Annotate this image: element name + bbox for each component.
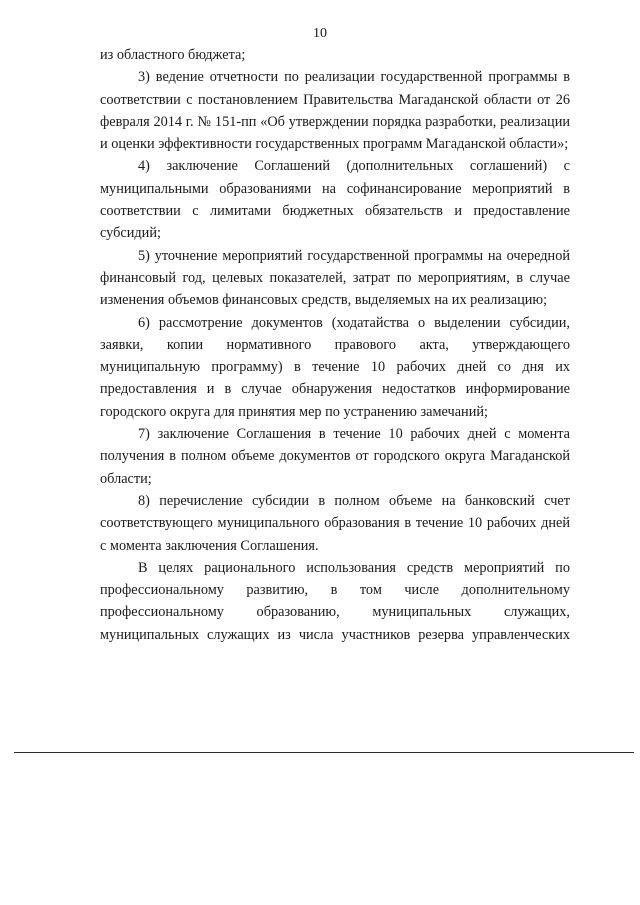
paragraph-rational-use: В целях рационального использования средств мероприятий по профессиональному развитию, в том числе дополнительному профессиональному образованию, муниципальных служащих, муниципальных служащих из числа участников резерва управленческих: [100, 559, 570, 643]
paragraph-item-8: 8) перечисление субсидии в полном объеме на банковский счет соответствующего муниципального образования в течение 10 рабочих дней с момента заключения Соглашения.: [100, 492, 570, 554]
document-body: [100, 44, 570, 646]
page-number: 10: [313, 26, 327, 41]
paragraph-item-5: 5) уточнение мероприятий государственной программы на очередной финансовый год, целевых показателей, затрат по мероприятиям, в случае изменения объемов финансовых средств, выделяемых на их реализацию;: [100, 247, 570, 309]
paragraph-continuation: из областного бюджета;: [100, 47, 246, 63]
paragraph-item-7: 7) заключение Соглашения в течение 10 рабочих дней с момента получения в полном объеме документов от городского округа Магаданской области;: [100, 426, 570, 487]
paragraph-item-6: 6) рассмотрение документов (ходатайства о выделении субсидии, заявки, копии нормативного правового акта, утверждающего муниципальную программу) в течение 10 рабочих дней со дня их предоставления и в случае обнаружения недостатков информирование городского округа для принятия мер по устранению замечаний;: [100, 314, 570, 420]
paragraph-item-3: 3) ведение отчетности по реализации государственной программы в соответствии с постановлением Правительства Магаданской области от 26 февраля 2014 г. № 151-пп «Об утверждении порядка разработки, реализации и оценки эффективности государственных программ Магаданской области»;: [100, 69, 570, 153]
paragraph-item-4: 4) заключение Соглашений (дополнительных соглашений) с муниципальными образованиями на софинансирование мероприятий в соответствии с лимитами бюджетных обязательств и предоставление субсидий;: [100, 158, 570, 242]
page-separator-line: [14, 752, 634, 753]
